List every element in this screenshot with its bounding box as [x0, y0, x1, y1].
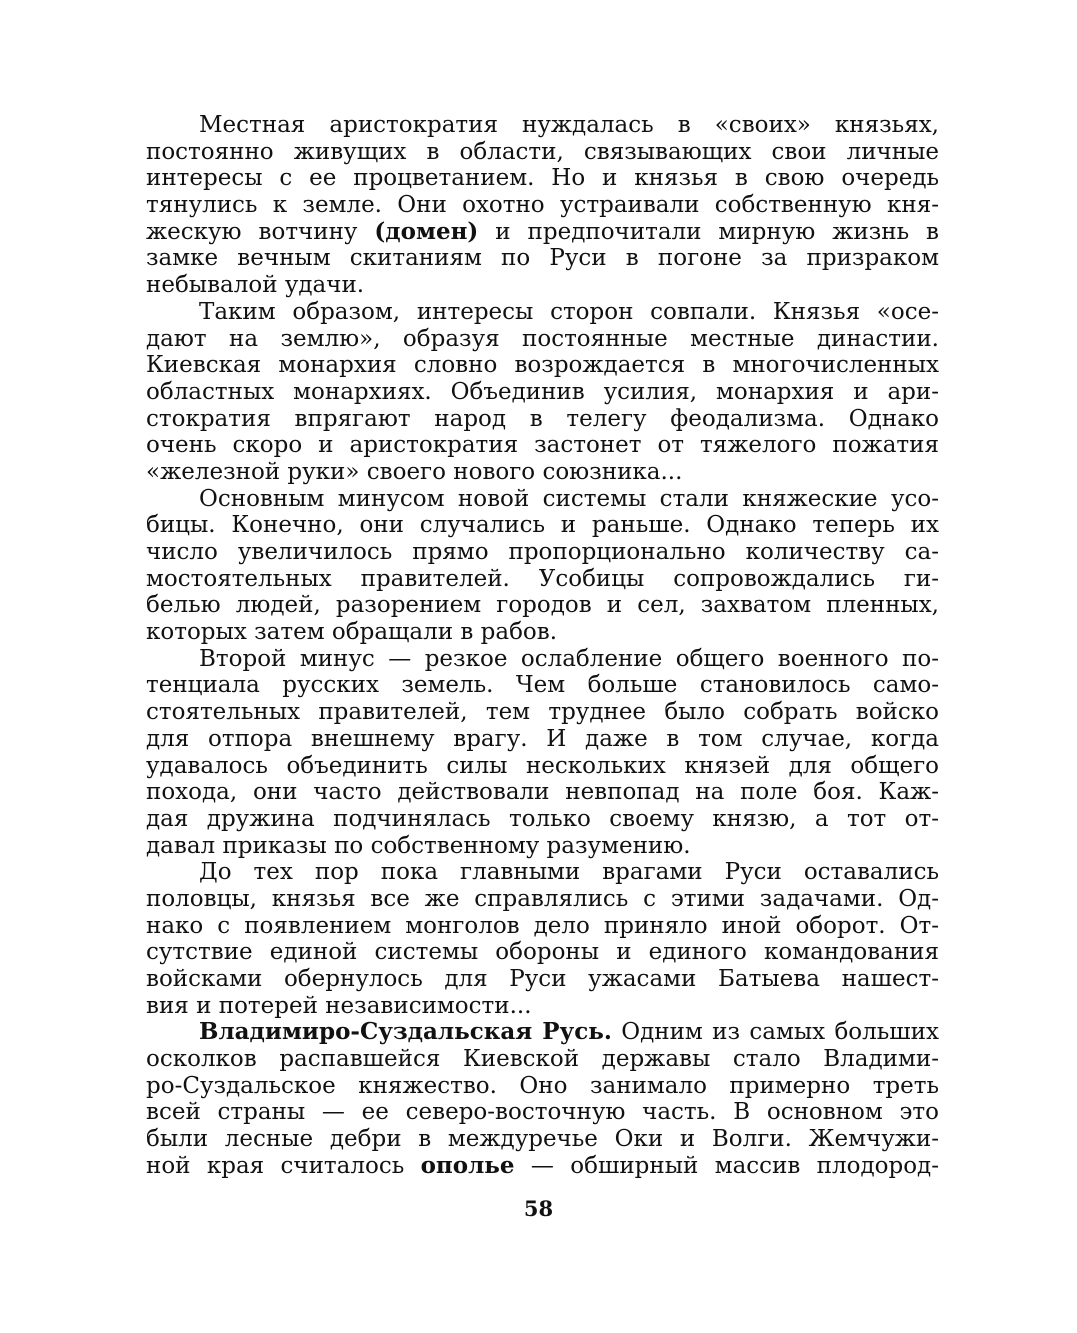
- text-line: [146, 1099, 939, 1126]
- text-line: [146, 966, 939, 993]
- text-run: вия и потерей независимости...: [146, 992, 532, 1019]
- text-line: [146, 326, 939, 353]
- text-run: областных монархиях. Объединив усилия, монархия и ари-: [146, 378, 939, 405]
- text-run: сутствие единой системы обороны и единого командования: [146, 939, 939, 966]
- text-line: [146, 779, 939, 806]
- bold-term: Владимиро-Суздальская Русь.: [199, 1018, 612, 1046]
- text-run: стоятельных правителей, тем труднее было собрать войско: [146, 699, 939, 726]
- text-line: [146, 539, 939, 566]
- text-run: число увеличилось прямо пропорционально количеству са-: [146, 539, 939, 565]
- text-line: [146, 245, 939, 272]
- text-line: [146, 592, 939, 619]
- text-run: удавалось объединить силы нескольких князей для общего: [146, 752, 939, 779]
- text-run: — обширный массив плодород-: [514, 1152, 939, 1179]
- text-run: замке вечным скитаниям по Руси в погоне за призраком: [146, 245, 939, 272]
- text-line: [146, 1073, 939, 1100]
- text-run: Местная аристократия нуждалась в «своих» князьях,: [199, 112, 939, 138]
- paragraph: [146, 299, 939, 486]
- text-run: половцы, князья все же справлялись с этими задачами. Од-: [146, 885, 939, 912]
- text-run: Таким образом, интересы сторон совпали. Князья «осе-: [199, 298, 939, 325]
- text-line: [146, 939, 939, 966]
- paragraph: [146, 486, 939, 646]
- text-line: [146, 1019, 939, 1046]
- text-run: для отпора внешнему врагу. И даже в том случае, когда: [146, 725, 939, 752]
- text-line: [146, 859, 939, 886]
- text-run: интересы с ее процветанием. Но и князья в свою очередь: [146, 165, 939, 192]
- text-line: [146, 672, 939, 699]
- text-run: Одним из самых больших: [611, 1019, 939, 1046]
- page-body: [146, 112, 939, 1180]
- text-run: «железной руки» своего нового союзника...: [146, 458, 683, 485]
- text-run: которых затем обращали в рабов.: [146, 619, 558, 646]
- text-line: [146, 486, 939, 513]
- text-line: [146, 646, 939, 673]
- text-run: постоянно живущих в области, связывающих свои личные: [146, 138, 939, 165]
- text-run: войсками обернулось для Руси ужасами Батыева нашест-: [146, 966, 939, 992]
- paragraph: [146, 112, 939, 299]
- text-run: Киевская монархия словно возрождается в многочисленных: [146, 352, 939, 379]
- text-run: стократия впрягают народ в телегу феодализма. Однако: [146, 405, 939, 432]
- text-run: бицы. Конечно, они случались и раньше. Однако теперь их: [146, 512, 939, 539]
- text-run: мостоятельных правителей. Усобицы сопровождались ги-: [146, 565, 939, 592]
- text-line: [146, 886, 939, 913]
- text-run: похода, они часто действовали невпопад на поле боя. Каж-: [146, 779, 939, 806]
- text-line: [146, 753, 939, 780]
- text-run: Основным минусом новой системы стали княжеские усо-: [199, 485, 939, 512]
- text-run: тенциала русских земель. Чем больше становилось само-: [146, 672, 939, 699]
- text-line: [146, 699, 939, 726]
- text-run: небывалой удачи.: [146, 272, 365, 299]
- text-run: и предпочитали мирную жизнь в: [478, 218, 939, 245]
- text-line: [146, 352, 939, 379]
- text-run: осколков распавшейся Киевской державы стало Владими-: [146, 1046, 939, 1073]
- text-line: [146, 192, 939, 219]
- text-run: ной края считалось: [146, 1152, 421, 1179]
- bold-term: ополье: [420, 1151, 515, 1179]
- text-run: давал приказы по собственному разумению.: [146, 832, 691, 859]
- text-line: [146, 833, 939, 860]
- text-line: [146, 139, 939, 166]
- text-line: [146, 1046, 939, 1073]
- text-line: [146, 299, 939, 326]
- text-run: тянулись к земле. Они охотно устраивали собственную кня-: [146, 192, 939, 219]
- text-line: [146, 1153, 939, 1180]
- text-line: [146, 1126, 939, 1153]
- text-run: До тех пор пока главными врагами Руси оставались: [199, 859, 939, 886]
- text-run: нако с появлением монголов дело приняло иной оборот. От-: [146, 912, 939, 939]
- bold-term: (домен): [374, 217, 479, 245]
- text-line: [146, 219, 939, 246]
- text-line: [146, 165, 939, 192]
- text-line: [146, 993, 939, 1020]
- text-run: дают на землю», образуя постоянные местные династии.: [146, 325, 939, 352]
- text-line: [146, 406, 939, 433]
- text-line: [146, 566, 939, 593]
- text-run: всей страны — ее северо-восточную часть. В основном это: [146, 1099, 939, 1126]
- text-line: [146, 379, 939, 406]
- paragraph: [146, 859, 939, 1019]
- text-line: [146, 459, 939, 486]
- text-run: очень скоро и аристократия застонет от тяжелого пожатия: [146, 432, 939, 459]
- text-run: белью людей, разорением городов и сел, захватом пленных,: [146, 592, 939, 619]
- text-line: [146, 913, 939, 940]
- text-line: [146, 619, 939, 646]
- text-run: дая дружина подчинялась только своему князю, а тот от-: [146, 805, 939, 832]
- text-line: [146, 432, 939, 459]
- text-run: ро-Суздальское княжество. Оно занимало примерно треть: [146, 1072, 939, 1099]
- text-run: были лесные дебри в междуречье Оки и Волги. Жемчужи-: [146, 1126, 939, 1153]
- paragraph: [146, 646, 939, 860]
- text-run: Второй минус — резкое ослабление общего военного по-: [199, 645, 939, 672]
- text-line: [146, 272, 939, 299]
- text-line: [146, 512, 939, 539]
- text-line: [146, 726, 939, 753]
- text-line: [146, 112, 939, 139]
- text-line: [146, 806, 939, 833]
- paragraph: [146, 1019, 939, 1179]
- page-number: 58: [523, 1196, 554, 1221]
- text-run: жескую вотчину: [146, 218, 375, 245]
